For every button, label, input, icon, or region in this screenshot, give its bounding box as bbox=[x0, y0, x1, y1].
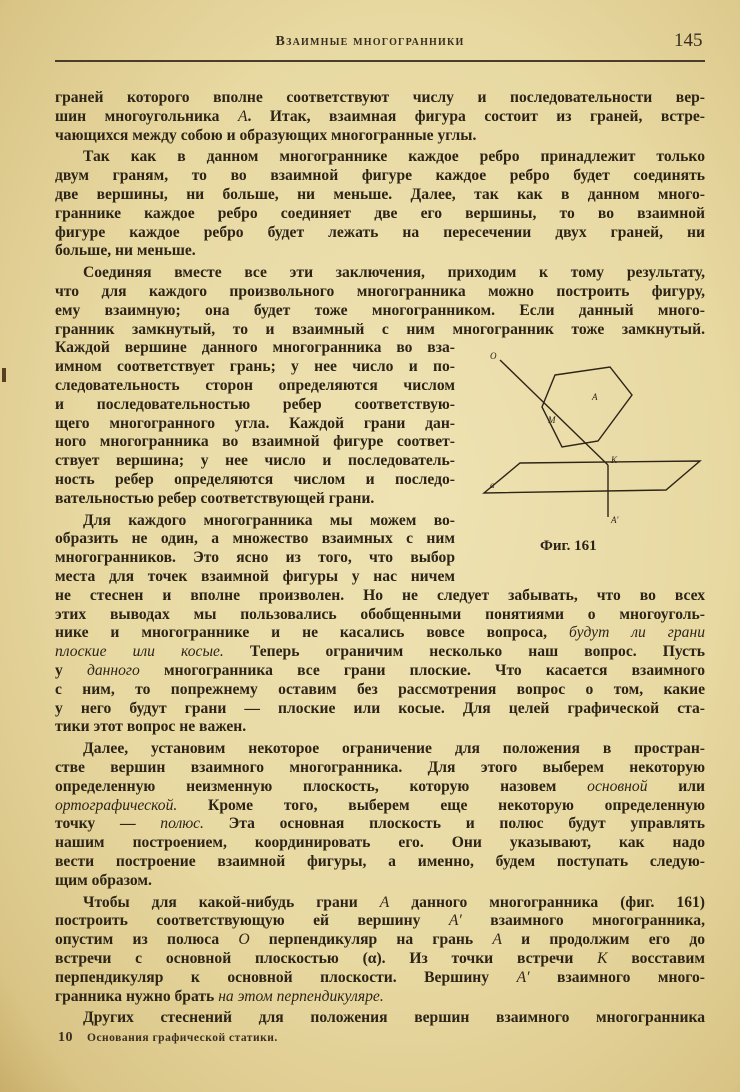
text-line bbox=[55, 126, 705, 145]
text-segment: двум граням, то во взаимной фигуре каждое ребро будет соединять bbox=[55, 167, 705, 185]
text-segment: две вершины, ни больше, ни меньше. Далее, так как в данном много- bbox=[55, 186, 705, 203]
italic-text: плоские или косые. bbox=[55, 643, 224, 661]
text-segment: нике и многограннике и не касались вовсе вопроса, bbox=[55, 624, 569, 642]
text-line bbox=[55, 529, 455, 548]
text-segment: Каждой вершине данного многогранника во вза- bbox=[55, 339, 455, 357]
label-m: M bbox=[548, 415, 556, 425]
text-segment: Эта основная плоскость и полюс будут управлять bbox=[203, 815, 705, 833]
text-segment: щего многогранного угла. Каждой грани дан- bbox=[55, 414, 455, 432]
text-line bbox=[55, 88, 705, 107]
text-segment: граней которого вполне соответствуют числу и последовательности вер- bbox=[55, 89, 705, 106]
text-segment: точку — bbox=[55, 815, 161, 833]
text-line bbox=[55, 949, 705, 968]
text-line bbox=[55, 567, 455, 586]
text-segment: взаимного многогранника, bbox=[461, 912, 705, 930]
text-segment: граннике каждое ребро соединяет две его вершины, то во взаимной bbox=[55, 204, 705, 222]
italic-text: A bbox=[492, 931, 502, 949]
text-segment: гранник замкнутый, то и взаимный с ним многогранник тоже замкнутый. bbox=[55, 320, 705, 338]
text-line bbox=[83, 511, 455, 530]
text-line bbox=[55, 871, 705, 890]
text-segment: ствует вершина; у нее число и последователь- bbox=[55, 452, 455, 470]
italic-text: полюс. bbox=[160, 815, 204, 833]
italic-text: K bbox=[597, 950, 608, 967]
text-segment: фигуре каждое ребро будет лежать на пересечении двух граней, ни bbox=[55, 223, 705, 241]
text-segment: многогранников. Это ясно из того, что выбор bbox=[55, 549, 455, 567]
text-line bbox=[55, 376, 455, 395]
text-segment: места для точек взаимной фигуры у нас ничем bbox=[55, 568, 455, 585]
text-line bbox=[55, 777, 705, 796]
face-a-hexagon bbox=[542, 367, 632, 447]
text-line bbox=[55, 814, 705, 833]
text-line bbox=[55, 930, 705, 949]
text-segment: с ним, то попрежнему оставим без рассмотрения вопрос о том, какие bbox=[55, 680, 705, 698]
header-rule bbox=[55, 60, 705, 62]
text-line bbox=[55, 717, 705, 736]
text-segment: ность ребер определяются числом и последо- bbox=[55, 471, 455, 488]
text-line bbox=[55, 357, 455, 376]
page-edge-mark bbox=[2, 368, 6, 382]
text-segment: ного многогранника во взаимной фигуре соответ- bbox=[55, 433, 455, 451]
text-line bbox=[55, 166, 705, 185]
text-line bbox=[83, 147, 705, 166]
text-line bbox=[55, 680, 705, 699]
text-line bbox=[55, 241, 705, 260]
text-line bbox=[83, 893, 705, 912]
page-number: 145 bbox=[674, 30, 703, 51]
text-line bbox=[55, 223, 705, 242]
text-line bbox=[55, 338, 455, 357]
text-line bbox=[55, 661, 705, 680]
text-segment: встречи с основной плоскостью (α). Из точки встречи bbox=[55, 950, 598, 967]
text-line bbox=[55, 451, 455, 470]
text-line bbox=[83, 263, 705, 282]
italic-text: A bbox=[379, 893, 390, 911]
text-line bbox=[55, 320, 705, 339]
text-segment: определенную неизменную плоскость, которую назовем bbox=[55, 777, 588, 795]
text-line bbox=[55, 548, 455, 567]
text-segment: построить соответствующую ей вершину bbox=[55, 912, 449, 930]
text-segment: . Итак, взаимная фигура состоит из граней, встре- bbox=[247, 107, 705, 125]
text-segment: Теперь ограничим несколько наш вопрос. Пусть bbox=[223, 643, 705, 661]
text-segment: или bbox=[647, 777, 705, 795]
text-line bbox=[55, 987, 705, 1006]
text-segment: этих выводах мы пользовались обобщенными понятиями о многоуголь- bbox=[55, 605, 705, 623]
text-segment: нашим построением, координировать его. Они указывают, как надо bbox=[55, 834, 705, 852]
text-line bbox=[55, 432, 455, 451]
text-line bbox=[55, 107, 705, 126]
text-segment: и продолжим его до bbox=[501, 931, 705, 949]
text-line bbox=[55, 911, 705, 930]
italic-text: основной bbox=[587, 777, 648, 795]
text-segment: у него будут грани — плоские или косые. Для целей графической ста- bbox=[55, 699, 705, 717]
text-line bbox=[55, 605, 705, 624]
text-segment: восставим bbox=[607, 950, 705, 967]
text-segment: имном соответствует грань; у нее число и по- bbox=[55, 358, 455, 376]
text-segment: стве вершин взаимного многогранника. Для этого выберем некоторую bbox=[55, 759, 705, 776]
text-line bbox=[55, 489, 455, 508]
text-segment: вести построение взаимной фигуры, а именно, будем поступать следую- bbox=[55, 853, 705, 870]
text-line bbox=[55, 414, 455, 433]
text-segment: щим образом. bbox=[55, 871, 152, 889]
italic-text: будут ли грани bbox=[568, 624, 705, 642]
text-line bbox=[55, 395, 455, 414]
text-line bbox=[83, 1008, 705, 1027]
text-segment: у bbox=[55, 662, 87, 679]
italic-text: ортографической. bbox=[55, 796, 178, 814]
text-line bbox=[55, 852, 705, 871]
text-line bbox=[83, 739, 705, 758]
text-line bbox=[55, 301, 705, 320]
base-plane bbox=[484, 461, 700, 493]
label-a: A bbox=[592, 392, 598, 402]
label-o: O bbox=[490, 351, 497, 361]
text-segment: взаимного много- bbox=[529, 968, 705, 986]
footer-signature bbox=[58, 1030, 278, 1046]
running-header: Взаимные многогранники bbox=[275, 34, 465, 49]
figure-161 bbox=[470, 345, 710, 535]
text-line bbox=[55, 204, 705, 223]
text-segment: тики этот вопрос не важен. bbox=[55, 718, 247, 736]
signature-number: 10 bbox=[58, 1030, 73, 1045]
italic-text: A′ bbox=[448, 912, 462, 930]
text-line bbox=[55, 623, 705, 642]
text-segment: перпендикуляр на грань bbox=[249, 931, 493, 949]
text-line bbox=[55, 699, 705, 718]
text-segment: опустим из полюса bbox=[55, 931, 239, 949]
text-segment: вательностью ребер соответствующей грани. bbox=[55, 489, 375, 507]
text-line bbox=[55, 833, 705, 852]
text-segment: данного многогранника (фиг. 161) bbox=[389, 893, 705, 911]
text-segment: шин многоугольника bbox=[55, 107, 238, 125]
text-segment: Так как в данном многограннике каждое ребро принадлежит только bbox=[83, 148, 705, 166]
text-line bbox=[55, 968, 705, 987]
text-segment: следовательность сторон определяются числом bbox=[55, 377, 455, 394]
text-segment: гранника нужно брать bbox=[55, 987, 219, 1005]
text-segment: не стеснен и вполне произволен. Но не следует забывать, что во всех bbox=[55, 586, 705, 604]
text-segment: многогранника все грани плоские. Что касается взаимного bbox=[139, 662, 705, 679]
label-k: K bbox=[611, 455, 618, 465]
text-line bbox=[55, 758, 705, 777]
italic-text: данного bbox=[86, 662, 140, 679]
text-segment: больше, ни меньше. bbox=[55, 242, 196, 260]
text-line bbox=[55, 586, 705, 605]
figure-caption: Фиг. 161 bbox=[540, 538, 597, 554]
text-segment: Кроме того, выберем еще некоторую определенную bbox=[177, 796, 705, 814]
text-line bbox=[55, 796, 705, 815]
text-line bbox=[55, 642, 705, 661]
label-a-prime: A' bbox=[611, 515, 619, 525]
italic-text: A bbox=[237, 107, 248, 125]
text-segment: и последовательностью ребер соответствую- bbox=[55, 395, 455, 413]
text-segment: Для каждого многогранника мы можем во- bbox=[83, 511, 455, 529]
text-segment: Других стеснений для положения вершин взаимного многогранника bbox=[83, 1009, 705, 1027]
label-plane: a bbox=[490, 480, 495, 490]
text-segment: что для каждого произвольного многогранника можно построить фигуру, bbox=[55, 283, 705, 300]
text-line bbox=[55, 282, 705, 301]
text-segment: образить не один, а множество взаимных с ним bbox=[55, 530, 455, 548]
text-segment: Соединяя вместе все эти заключения, приходим к тому результату, bbox=[83, 264, 705, 282]
text-segment: перпендикуляр к основной плоскости. Вершину bbox=[55, 968, 517, 986]
text-segment: чающихся между собою и образующих многогранные углы. bbox=[55, 126, 477, 144]
book-title: Основания графической статики. bbox=[87, 1032, 278, 1044]
text-segment: ему взаимную; она будет тоже многогранником. Если данный много- bbox=[55, 301, 705, 319]
text-line bbox=[55, 185, 705, 204]
text-line bbox=[55, 470, 455, 489]
text-segment: Далее, установим некоторое ограничение для положения в простран- bbox=[83, 740, 705, 758]
italic-text: на этом перпендикуляре. bbox=[218, 987, 384, 1005]
italic-text: O bbox=[238, 931, 250, 949]
text-segment: Чтобы для какой-нибудь грани bbox=[83, 893, 380, 911]
italic-text: A′ bbox=[516, 968, 530, 986]
